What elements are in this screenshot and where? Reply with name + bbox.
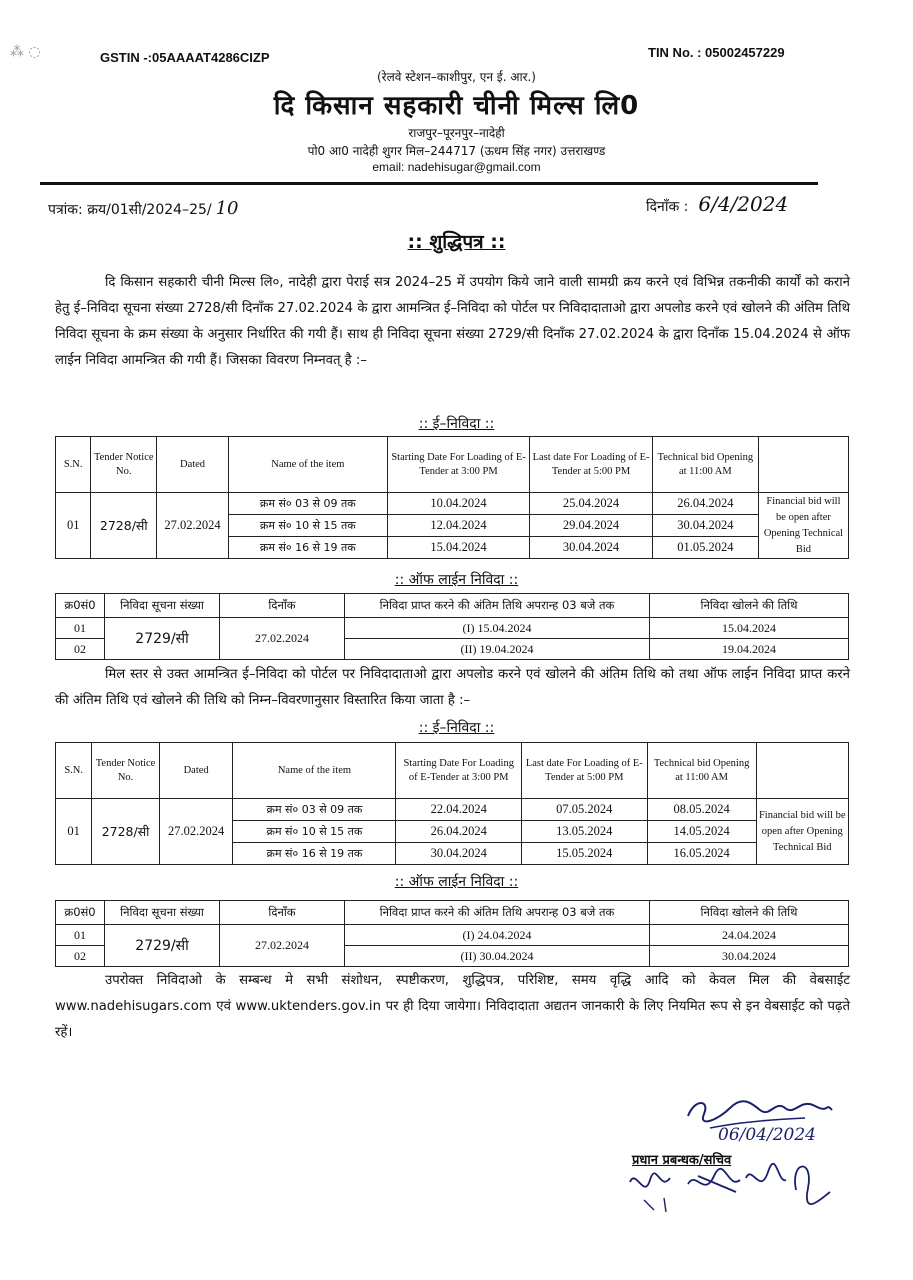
cell-receive: (II) 19.04.2024 bbox=[345, 639, 650, 660]
email: email: nadehisugar@gmail.com bbox=[372, 160, 541, 174]
scan-mark-icon: ⁂ ◌ bbox=[10, 44, 41, 60]
cell-open: 24.04.2024 bbox=[650, 925, 849, 946]
cell-tech: 30.04.2024 bbox=[652, 515, 758, 537]
cell-start: 22.04.2024 bbox=[396, 799, 522, 821]
col-sn: क्र0सं0 bbox=[56, 901, 105, 925]
cell-item: क्रम सं० 10 से 15 तक bbox=[228, 515, 387, 537]
cell-receive: (I) 24.04.2024 bbox=[345, 925, 650, 946]
cell-start: 10.04.2024 bbox=[387, 493, 530, 515]
cell-receive: (II) 30.04.2024 bbox=[345, 946, 650, 967]
cell-item: क्रम सं० 10 से 15 तक bbox=[233, 821, 396, 843]
col-dated: Dated bbox=[159, 743, 233, 799]
cell-start: 15.04.2024 bbox=[387, 537, 530, 559]
cell-last: 30.04.2024 bbox=[530, 537, 652, 559]
col-last-date: Last date For Loading of E-Tender at 5:00 PM bbox=[530, 437, 652, 493]
cell-financial-note: Financial bid will be open after Opening Technical Bid bbox=[758, 493, 848, 559]
offline-heading-1-text: :: ऑफ लाईन निविदा :: bbox=[394, 572, 519, 588]
col-sn: S.N. bbox=[56, 437, 91, 493]
heading-text: :: शुद्धिपत्र :: bbox=[407, 231, 506, 253]
railway-station: (रेलवे स्टेशन–काशीपुर, एन ई. आर.) bbox=[377, 70, 536, 84]
cell-item: क्रम सं० 03 से 09 तक bbox=[233, 799, 396, 821]
col-item: Name of the item bbox=[228, 437, 387, 493]
paragraph-3 bbox=[55, 968, 850, 1046]
cell-last: 25.04.2024 bbox=[530, 493, 652, 515]
cell-date: 27.02.2024 bbox=[220, 618, 345, 660]
col-sn: क्र0सं0 bbox=[56, 594, 105, 618]
reference-label: पत्रांक: क्रय/01सी/2024–25/ bbox=[48, 202, 212, 218]
cell-sn: 01 bbox=[56, 799, 92, 865]
designation bbox=[632, 1150, 731, 1168]
cell-tender-no: 2728/सी bbox=[92, 799, 159, 865]
cell-dated: 27.02.2024 bbox=[159, 799, 233, 865]
paragraph-1 bbox=[55, 270, 850, 374]
table-row bbox=[56, 493, 849, 515]
reference-handwritten: 10 bbox=[215, 198, 239, 219]
cell-notice: 2729/सी bbox=[105, 925, 220, 967]
cell-tech: 08.05.2024 bbox=[647, 799, 756, 821]
cell-date: 27.02.2024 bbox=[220, 925, 345, 967]
cell-tender-no: 2728/सी bbox=[91, 493, 157, 559]
tin-number: TIN No. : 05002457229 bbox=[648, 45, 785, 60]
col-tech-bid: Technical bid Opening at 11:00 AM bbox=[652, 437, 758, 493]
cell-item: क्रम सं० 03 से 09 तक bbox=[228, 493, 387, 515]
svg-text:06/04/2024: 06/04/2024 bbox=[718, 1125, 816, 1145]
paragraph-2-text: मिल स्तर से उक्त आमन्त्रित ई–निविदा को पोर्टल पर निविदादाताओ द्वारा अपलोड करने एवं खोलने की अंतिम तिथि को तथा ऑफ लाईन निविदा प्राप्त करने की अंतिम तिथि एवं खोलने की तिथि को निम्न–विवरणानुसार विस्तारित किया जाता है :– bbox=[55, 667, 850, 708]
cell-dated: 27.02.2024 bbox=[157, 493, 229, 559]
table-row bbox=[56, 799, 849, 821]
col-tender-notice: Tender Notice No. bbox=[92, 743, 159, 799]
gstin: GSTIN -:05AAAAT4286CIZP bbox=[100, 50, 270, 65]
header-divider bbox=[40, 182, 818, 185]
col-receive-date: निविदा प्राप्त करने की अंतिम तिथि अपरान्ह 03 बजे तक bbox=[345, 901, 650, 925]
col-date: दिनाँक bbox=[220, 901, 345, 925]
cell-item: क्रम सं० 16 से 19 तक bbox=[233, 843, 396, 865]
cell-start: 30.04.2024 bbox=[396, 843, 522, 865]
col-dated: Dated bbox=[157, 437, 229, 493]
cell-sn: 01 bbox=[56, 493, 91, 559]
cell-last: 07.05.2024 bbox=[522, 799, 648, 821]
etender-heading-2-text: :: ई–निविदा :: bbox=[418, 720, 495, 736]
date-label: दिनाँक : bbox=[646, 199, 689, 215]
col-open-date: निविदा खोलने की तिथि bbox=[650, 594, 849, 618]
etender-heading-1 bbox=[0, 414, 913, 433]
paragraph-2 bbox=[55, 662, 850, 714]
cell-sn: 02 bbox=[56, 639, 105, 660]
col-notice: निविदा सूचना संख्या bbox=[105, 594, 220, 618]
offline-table-1 bbox=[55, 593, 849, 660]
etender-table-1 bbox=[55, 436, 849, 559]
col-open-date: निविदा खोलने की तिथि bbox=[650, 901, 849, 925]
cell-last: 15.05.2024 bbox=[522, 843, 648, 865]
cell-sn: 01 bbox=[56, 925, 105, 946]
cell-tech: 01.05.2024 bbox=[652, 537, 758, 559]
offline-heading-1 bbox=[0, 570, 913, 589]
designation-text: प्रधान प्रबन्धक/सचिव bbox=[632, 1153, 732, 1168]
offline-heading-2-text: :: ऑफ लाईन निविदा :: bbox=[394, 874, 519, 890]
table-header-row bbox=[56, 437, 849, 493]
table-header-row bbox=[56, 743, 849, 799]
col-tender-notice: Tender Notice No. bbox=[91, 437, 157, 493]
etender-table-2 bbox=[55, 742, 849, 865]
col-note-empty bbox=[758, 437, 848, 493]
paragraph-1-text: दि किसान सहकारी चीनी मिल्स लि०, नादेही द्वारा पेराई सत्र 2024–25 में उपयोग किये जाने वाली सामग्री क्रय करने एवं विभिन्न तकनीकी कार्यों को कराने हेतु ई–निविदा सूचना संख्या 2728/सी दिनाँक 27.02.2024 के द्वारा आमन्त्रित ई–निविदा को पोर्टल पर निविदादाताओ द्वारा अपलोड करने एवं खोलने की अंतिम तिथि निविदा सूचना के क्रम संख्या के अनुसार निर्धारित की गयी हैं। साथ ही निविदा सूचना संख्या 2729/सी दिनाँक 27.02.2024 के द्वारा दिनाँक 15.04.2024 से ऑफ लाईन निविदा आमन्त्रित की गयी हैं। जिसका विवरण निम्नवत् है :– bbox=[55, 275, 850, 368]
cell-tech: 14.05.2024 bbox=[647, 821, 756, 843]
col-sn: S.N. bbox=[56, 743, 92, 799]
offline-heading-2 bbox=[0, 872, 913, 891]
offline-table-2 bbox=[55, 900, 849, 967]
etender-heading-2 bbox=[0, 718, 913, 737]
cell-open: 19.04.2024 bbox=[650, 639, 849, 660]
table-header-row bbox=[56, 594, 849, 618]
cell-last: 13.05.2024 bbox=[522, 821, 648, 843]
col-item: Name of the item bbox=[233, 743, 396, 799]
cell-last: 29.04.2024 bbox=[530, 515, 652, 537]
col-tech-bid: Technical bid Opening at 11:00 AM bbox=[647, 743, 756, 799]
reference-number bbox=[48, 198, 239, 219]
etender-heading-1-text: :: ई–निविदा :: bbox=[418, 416, 495, 432]
col-date: दिनाँक bbox=[220, 594, 345, 618]
cell-open: 15.04.2024 bbox=[650, 618, 849, 639]
table-row bbox=[56, 925, 849, 946]
col-last-date: Last date For Loading of E-Tender at 5:00 PM bbox=[522, 743, 648, 799]
document-heading bbox=[0, 228, 913, 254]
table-row bbox=[56, 618, 849, 639]
cell-sn: 01 bbox=[56, 618, 105, 639]
organization-name: दि किसान सहकारी चीनी मिल्स लि0 bbox=[273, 91, 640, 121]
cell-open: 30.04.2024 bbox=[650, 946, 849, 967]
col-note-empty bbox=[756, 743, 848, 799]
table-header-row bbox=[56, 901, 849, 925]
cell-start: 12.04.2024 bbox=[387, 515, 530, 537]
letter-date bbox=[646, 192, 788, 216]
col-notice: निविदा सूचना संख्या bbox=[105, 901, 220, 925]
cell-financial-note: Financial bid will be open after Opening Technical Bid bbox=[756, 799, 848, 865]
cell-tech: 26.04.2024 bbox=[652, 493, 758, 515]
address: पो0 आ0 नादेही शुगर मिल–244717 (ऊधम सिंह नगर) उत्तराखण्ड bbox=[307, 144, 606, 158]
cell-receive: (I) 15.04.2024 bbox=[345, 618, 650, 639]
cell-start: 26.04.2024 bbox=[396, 821, 522, 843]
place: राजपुर–पूरनपुर–नादेही bbox=[408, 126, 505, 140]
cell-notice: 2729/सी bbox=[105, 618, 220, 660]
col-receive-date: निविदा प्राप्त करने की अंतिम तिथि अपरान्ह 03 बजे तक bbox=[345, 594, 650, 618]
cell-sn: 02 bbox=[56, 946, 105, 967]
date-handwritten: 6/4/2024 bbox=[698, 192, 789, 216]
col-start-date: Starting Date For Loading of E-Tender at 3:00 PM bbox=[387, 437, 530, 493]
col-start-date: Starting Date For Loading of E-Tender at 3:00 PM bbox=[396, 743, 522, 799]
paragraph-3-text: उपरोक्त निविदाओ के सम्बन्ध मे सभी संशोधन, स्पष्टीकरण, शुद्धिपत्र, परिशिष्ट, समय वृद्धि आदि को केवल मिल की वेबसाईट www.nadehisugars.com एवं www.uktenders.gov.in पर ही दिया जायेगा। निविदादाता अद्यतन जानकारी के लिए नियमित रूप से इन वेबसाईट को पढ़ते रहें। bbox=[55, 973, 850, 1040]
cell-item: क्रम सं० 16 से 19 तक bbox=[228, 537, 387, 559]
cell-tech: 16.05.2024 bbox=[647, 843, 756, 865]
